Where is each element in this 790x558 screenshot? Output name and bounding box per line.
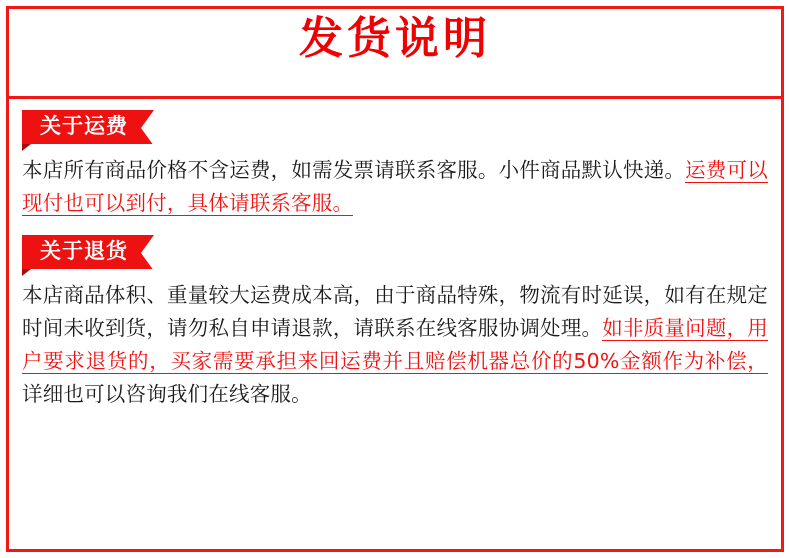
section-freight (22, 110, 768, 221)
section-freight-paragraph (22, 154, 768, 220)
section-return-label: 关于退货 (40, 238, 128, 263)
section-freight-label: 关于运费 (40, 114, 128, 138)
freight-text-highlight: 运费可以现付也可以到付，具体请联系客服。 (22, 158, 768, 216)
section-return (22, 235, 768, 412)
page-title: 发货说明 (299, 13, 491, 64)
return-text-plain-2: 详细也可以咨询我们在线客服。 (22, 382, 312, 407)
return-text-highlight: 如非质量问题，用户要求退货的，买家需要承担来回运费并且赔偿机器总价的50%金额作为补偿， (22, 315, 768, 373)
return-text-plain-1: 本店商品体积、重量较大运费成本高，由于商品特殊，物流有时延误，如有在规定时间未收到货，请勿私自申请退款，请联系在线客服协调处理。 (22, 282, 768, 340)
section-freight-banner (22, 110, 154, 144)
notice-content (22, 110, 768, 417)
section-return-paragraph (22, 279, 768, 412)
freight-text-plain: 本店所有商品价格不含运费，如需发票请联系客服。小件商品默认快递。 (22, 158, 686, 183)
title-divider (6, 96, 784, 99)
section-return-banner (22, 235, 154, 269)
